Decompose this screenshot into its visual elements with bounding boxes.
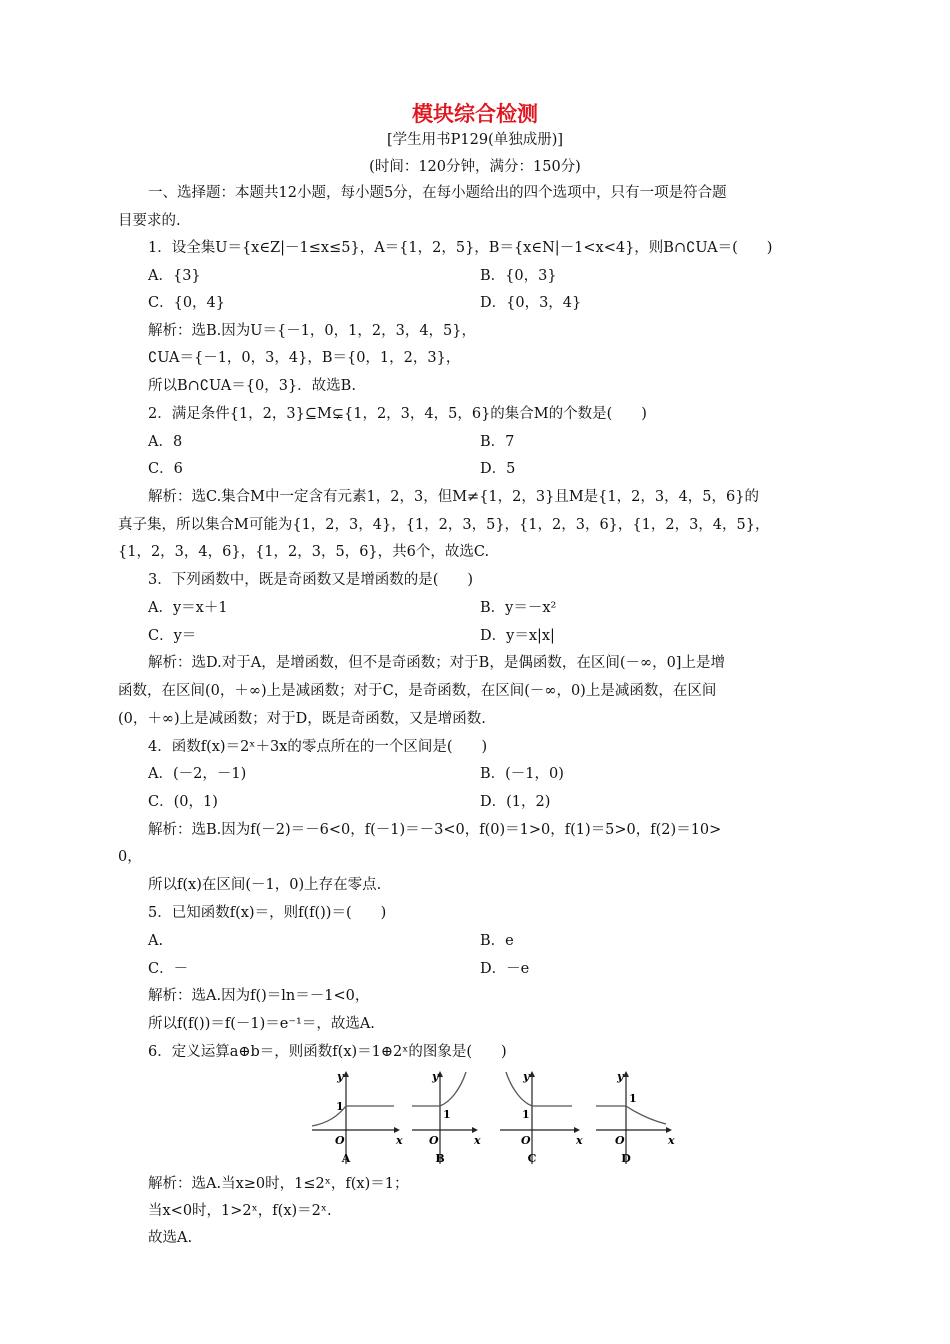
q5-option-c: C．－ [148,961,189,977]
q6-figures [300,1068,680,1168]
q6-solution-line1: 解析：选A.当x≥0时，1≤2ˣ，f(x)＝1； [148,1176,409,1192]
y-axis-arrow-icon [529,1071,535,1077]
q1-solution-line3: 所以B∩∁UA＝{0，3}．故选B. [148,378,356,394]
q4-option-a: A．(－2，－1) [148,766,247,782]
section-intro-line1: 一、选择题：本题共12小题，每小题5分，在每小题给出的四个选项中，只有一项是符合题 [148,185,727,201]
q3-solution-line2: 函数，在区间(0，＋∞)上是减函数；对于C，是奇函数，在区间(－∞，0)上是减函数，在区间 [118,683,717,699]
q4-option-c: C．(0，1) [148,794,218,810]
q3-solution-line3: (0，＋∞)上是减函数；对于D，既是奇函数，又是增函数. [118,711,486,727]
q6-stem: 6．定义运算a⊕b＝，则函数f(x)＝1⊕2ˣ的图象是( ) [148,1044,507,1060]
y-label: y [337,1070,344,1083]
q4-solution-line1: 解析：选B.因为f(－2)＝－6<0，f(－1)＝－3<0，f(0)＝1>0，f(1)＝5>0，f(2)＝10> [148,822,722,838]
one-label: 1 [336,1100,344,1113]
y-label: y [523,1070,530,1083]
q6-figure-d [592,1068,680,1168]
x-label: x [474,1134,481,1147]
q5-solution-line2: 所以f(f())＝f(－1)＝e⁻¹＝，故选A. [148,1016,375,1032]
y-label: y [617,1070,624,1083]
curve [412,1072,466,1106]
y-axis-arrow-icon [343,1071,349,1077]
q4-solution-line3: 所以f(x)在区间(－1，0)上存在零点. [148,877,382,893]
q6-figure-c [496,1068,588,1168]
figure-label: A [341,1152,351,1165]
x-label: x [576,1134,583,1147]
q1-option-c: C．{0，4} [148,295,225,311]
curve [596,1106,666,1124]
q2-solution-line1: 解析：选C.集合M中一定含有元素1，2，3，但M≠{1，2，3}且M是{1，2，3，4，5，6}的 [148,489,759,505]
q3-option-c: C．y＝ [148,628,197,644]
q3-option-a: A．y＝x＋1 [148,600,228,616]
figure-label: C [527,1152,537,1165]
origin-label: O [521,1134,531,1147]
q5-option-a: A. [148,933,164,949]
q5-solution-line1: 解析：选A.因为f()＝ln＝－1<0， [148,988,370,1004]
q1-stem: 1．设全集U＝{x∈Z|－1≤x≤5}，A＝{1，2，5}，B＝{x∈N|－1<x<4}，则B∩∁UA＝( ) [148,240,773,256]
x-axis-arrow-icon [472,1127,478,1133]
curve [506,1072,572,1106]
q2-option-c: C．6 [148,461,183,477]
y-label: y [432,1070,439,1083]
curve [312,1106,394,1126]
y-axis-arrow-icon [623,1071,629,1077]
origin-label: O [429,1134,439,1147]
source-note: [学生用书P129(单独成册)] [386,132,564,148]
q6-figure-b [408,1068,488,1168]
q4-solution-line2: 0， [118,849,142,865]
q1-option-b: B．{0，3} [480,268,557,284]
x-label: x [396,1134,403,1147]
x-axis-arrow-icon [394,1127,400,1133]
q6-figure-a [308,1068,404,1168]
q2-solution-line3: {1，2，3，4，6}，{1，2，3，5，6}，共6个，故选C. [118,544,490,560]
q5-option-d: D．－e [480,961,530,977]
q1-option-d: D．{0，3，4} [480,295,582,311]
q3-option-d: D．y＝x|x| [480,628,555,644]
one-label: 1 [443,1108,451,1121]
x-axis-arrow-icon [574,1127,580,1133]
q1-option-a: A．{3} [148,268,201,284]
q1-solution-line1: 解析：选B.因为U＝{－1，0，1，2，3，4，5}， [148,323,477,339]
q1-solution-line2: ∁UA＝{－1，0，3，4}，B＝{0，1，2，3}， [148,350,461,366]
q3-option-b: B．y＝－x² [480,600,557,616]
q4-option-d: D．(1，2) [480,794,551,810]
one-label: 1 [522,1108,530,1121]
page-title: 模块综合检测 [412,102,538,126]
figure-label: B [435,1152,445,1165]
q4-option-b: B．(－1，0) [480,766,564,782]
q6-solution-line2: 当x<0时，1>2ˣ，f(x)＝2ˣ. [148,1203,332,1219]
q2-option-a: A．8 [148,434,183,450]
q2-solution-line2: 真子集，所以集合M可能为{1，2，3，4}，{1，2，3，5}，{1，2，3，6}，{1，2，3，4，5}， [118,517,770,533]
q3-stem: 3．下列函数中，既是奇函数又是增函数的是( ) [148,572,474,588]
x-label: x [668,1134,675,1147]
one-label: 1 [629,1092,637,1105]
time-info: (时间：120分钟，满分：150分) [369,159,581,175]
q5-stem: 5．已知函数f(x)＝，则f(f())＝( ) [148,905,387,921]
origin-label: O [335,1134,345,1147]
q3-solution-line1: 解析：选D.对于A，是增函数，但不是奇函数；对于B，是偶函数，在区间(－∞，0]上是增 [148,655,725,671]
x-axis-arrow-icon [666,1127,672,1133]
q2-stem: 2．满足条件{1，2，3}⊆M⊊{1，2，3，4，5，6}的集合M的个数是( ) [148,406,647,422]
q2-option-b: B．7 [480,434,515,450]
q4-stem: 4．函数f(x)＝2ˣ＋3x的零点所在的一个区间是( ) [148,739,488,755]
figure-label: D [621,1152,631,1165]
q2-option-d: D．5 [480,461,516,477]
q5-option-b: B．e [480,933,514,949]
origin-label: O [615,1134,625,1147]
section-intro-line2: 目要求的. [118,213,181,229]
q6-solution-line3: 故选A. [148,1230,193,1246]
